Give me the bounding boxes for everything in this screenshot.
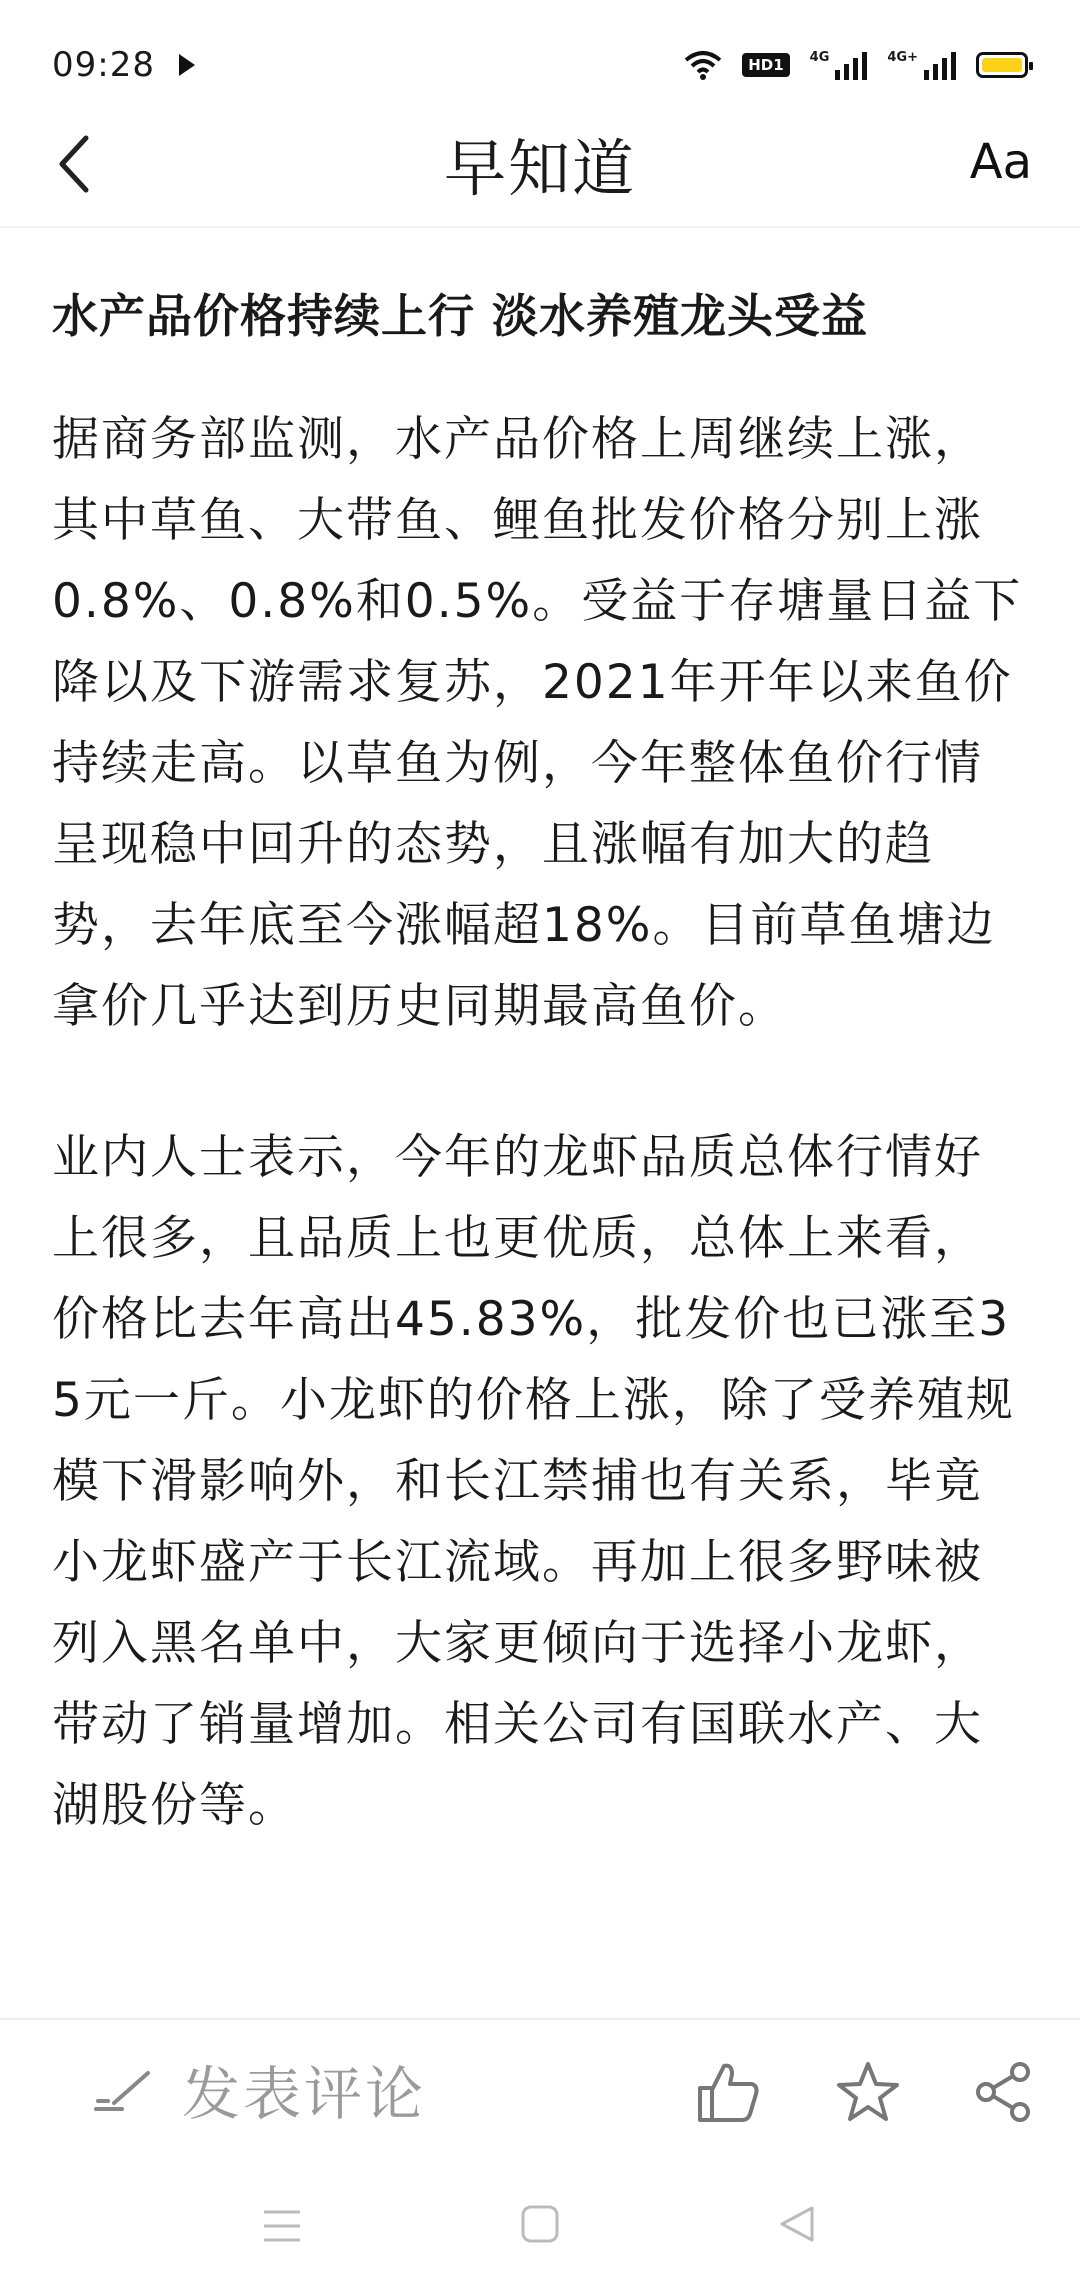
edit-icon [92, 2063, 156, 2115]
status-icons [684, 50, 1028, 80]
back-icon[interactable] [48, 132, 108, 196]
comment-placeholder: 发表评论 [182, 2060, 427, 2128]
menu-icon[interactable] [262, 2206, 302, 2246]
article-headline: 水产品价格持续上行 淡水养殖龙头受益 [52, 289, 869, 343]
signal-icon-sim1: 4G [810, 50, 868, 80]
action-bar [0, 2018, 1080, 2158]
signal-icon-sim2: 4G+ [887, 50, 956, 80]
share-icon[interactable] [974, 2060, 1034, 2124]
home-icon[interactable] [520, 2204, 560, 2244]
like-icon[interactable] [696, 2060, 762, 2124]
comment-input[interactable] [92, 2047, 426, 2131]
status-time: 09:28 [52, 45, 155, 85]
nav-bar [0, 100, 1080, 228]
article-paragraph: 据商务部监测，水产品价格上周继续上涨，其中草鱼、大带鱼、鲤鱼批发价格分别上涨0.8%、0.8%和0.5%。受益于存塘量日益下降以及下游需求复苏，2021年开年以来鱼价持续走高。以草鱼为例，今年整体鱼价行情呈现稳中回升的态势，且涨幅有加大的趋势，去年底至今涨幅超18%。目前草鱼塘边拿价几乎达到历史同期最高鱼价。 [52, 412, 1023, 1034]
page-title: 早知道 [443, 131, 636, 205]
back-triangle-icon[interactable] [776, 2204, 816, 2244]
hd-voice-badge: HD1 [742, 53, 789, 77]
font-size-button[interactable]: Aa [969, 134, 1032, 190]
wifi-icon [684, 50, 722, 80]
battery-icon [976, 52, 1028, 78]
article-paragraph: 业内人士表示，今年的龙虾品质总体行情好上很多，且品质上也更优质，总体上来看，价格比去年高出45.83%，批发价也已涨至35元一斤。小龙虾的价格上涨，除了受养殖规模下滑影响外，和长江禁捕也有关系，毕竟小龙虾盛产于长江流域。再加上很多野味被列入黑名单中，大家更倾向于选择小龙虾，带动了销量增加。相关公司有国联水产、大湖股份等。 [52, 1130, 1015, 1833]
battery-level [982, 58, 1022, 72]
article [52, 285, 1028, 1916]
star-icon[interactable] [836, 2060, 900, 2124]
media-playing-icon [179, 54, 195, 76]
system-nav-bar [0, 2180, 1080, 2280]
